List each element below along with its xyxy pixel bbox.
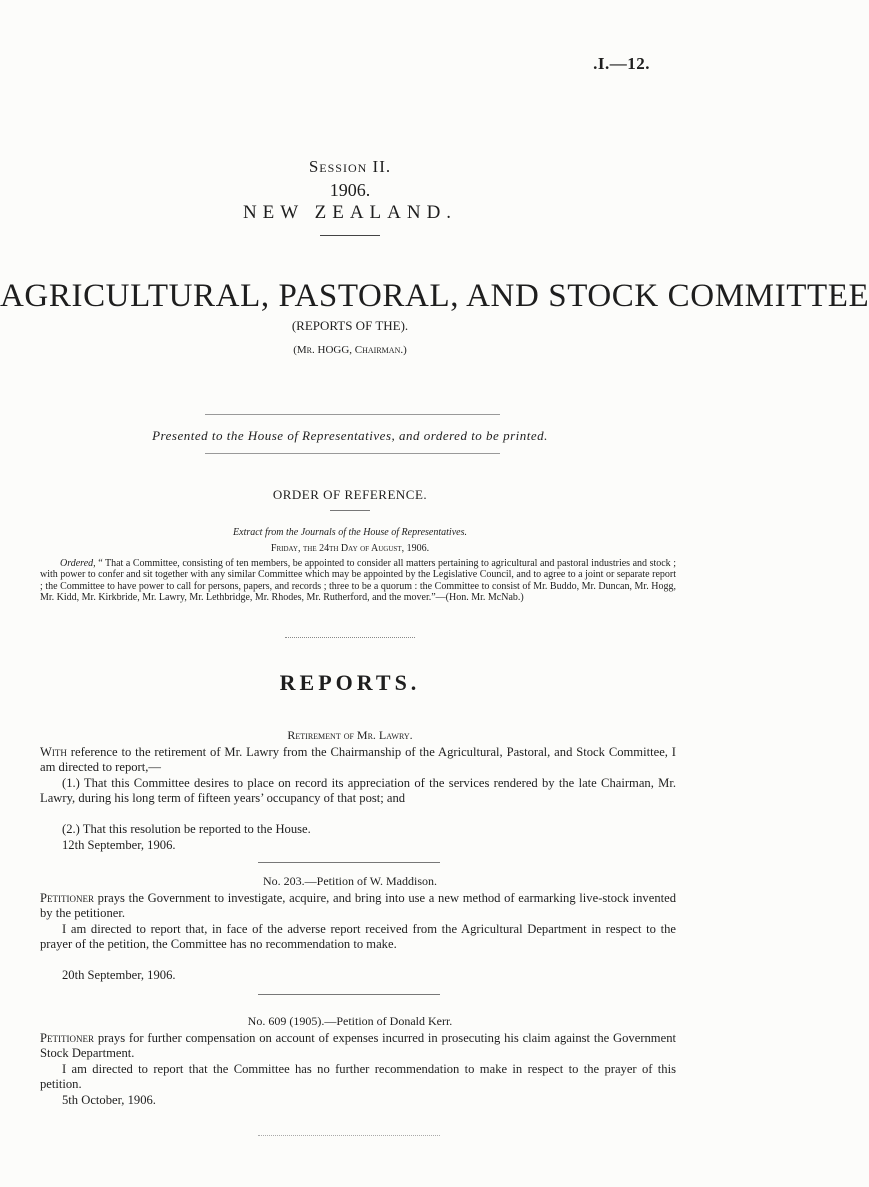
divider xyxy=(285,637,415,638)
divider xyxy=(205,414,500,415)
section-intro-text: prays the Government to investigate, acquire, and bring into use a new method of earmarking live-stock invented by the petitioner. xyxy=(40,891,676,921)
section-report: I am directed to report that the Committee has no further recommendation to make in respect to the prayer of this petition. xyxy=(40,1062,676,1092)
chairman-label: (Mr. HOGG, Chairman.) xyxy=(293,344,407,356)
session-label: Session II. xyxy=(308,157,392,176)
order-lead: Ordered, xyxy=(60,558,96,569)
divider xyxy=(258,862,440,863)
order-text xyxy=(40,558,676,603)
section-intro xyxy=(40,1031,676,1062)
section-date: 5th October, 1906. xyxy=(62,1093,156,1107)
divider xyxy=(258,1135,440,1136)
country-label: NEW ZEALAND. xyxy=(242,202,458,223)
presented-line: Presented to the House of Representatives, and ordered to be printed. xyxy=(152,428,548,443)
resolution-point-2: (2.) That this resolution be reported to the House. xyxy=(62,822,311,836)
section-lead: Petitioner xyxy=(40,891,94,905)
section-intro-text: reference to the retirement of Mr. Lawry from the Chairmanship of the Agricultural, Pastoral, and Stock Committee, I am directed to report,— xyxy=(40,745,677,775)
document-title: AGRICULTURAL, PASTORAL, AND STOCK COMMITTEE xyxy=(0,278,869,314)
document-subtitle: (REPORTS OF THE). xyxy=(291,318,409,333)
section-date: 12th September, 1906. xyxy=(62,838,176,852)
divider xyxy=(258,994,440,995)
section-heading: No. 203.—Petition of W. Maddison. xyxy=(262,874,437,888)
order-date: Friday, the 24th Day of August, 1906. xyxy=(270,543,430,554)
divider xyxy=(205,453,500,454)
section-intro xyxy=(40,891,676,922)
section-date: 20th September, 1906. xyxy=(62,968,176,982)
year-label: 1906. xyxy=(329,180,371,200)
divider xyxy=(330,510,370,511)
page-reference: .I.—12. xyxy=(593,54,650,73)
section-lead: Petitioner xyxy=(40,1031,94,1045)
reports-heading: REPORTS. xyxy=(279,670,421,695)
section-heading: No. 609 (1905).—Petition of Donald Kerr. xyxy=(247,1014,453,1028)
section-heading: Retirement of Mr. Lawry. xyxy=(287,728,413,742)
resolution-point-1: (1.) That this Committee desires to place on record its appreciation of the services rendered by the late Chairman, Mr. Lawry, during his long term of fifteen years’ occupancy of that post; and xyxy=(40,776,676,806)
divider xyxy=(320,235,380,236)
section-report: I am directed to report that, in face of the adverse report received from the Agricultural Department in respect to the prayer of the petition, the Committee has no recommendation to make. xyxy=(40,922,676,952)
section-lead: With xyxy=(40,745,67,759)
order-body: “ That a Committee, consisting of ten members, be appointed to consider all matters pertaining to agricultural and pastoral industries and stock ; with power to confer and sit together with any similar Committee which may be appointed by the Legislative Council, and to agree to a joint or separate report ; the Committee to have power to call for persons, papers, and records ; three to be a quorum : the Committee to consist of Mr. Buddo, Mr. Duncan, Mr. Hogg, Mr. Kidd, Mr. Kirkbride, Mr. Lawry, Mr. Lethbridge, Mr. Rhodes, Mr. Rutherford, and the mover.”—(Hon. Mr. McNab.) xyxy=(40,558,677,603)
section-intro-text: prays for further compensation on account of expenses incurred in prosecuting his claim against the Government Stock Department. xyxy=(40,1031,676,1061)
order-of-reference-heading: ORDER OF REFERENCE. xyxy=(272,487,428,502)
section-intro xyxy=(40,745,676,776)
journal-extract-label: Extract from the Journals of the House of Representatives. xyxy=(233,527,467,538)
